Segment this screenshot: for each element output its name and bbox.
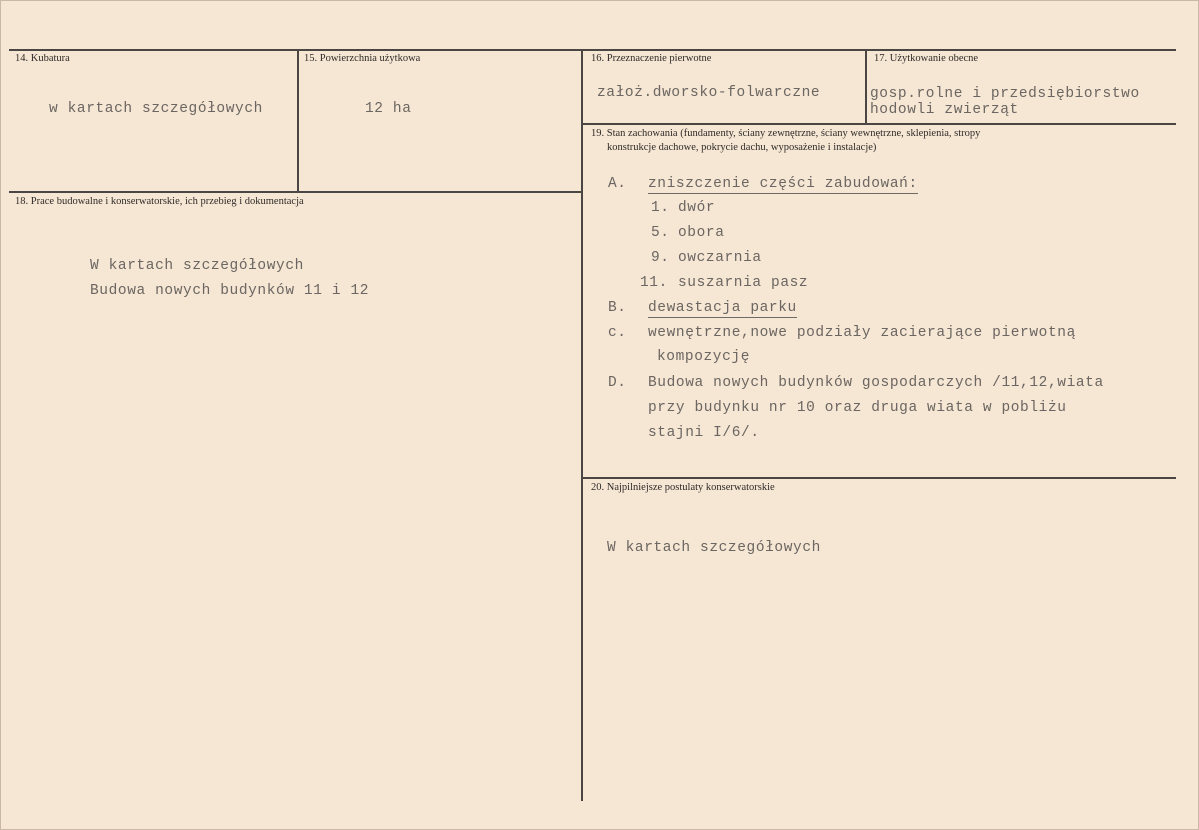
field-19-label-line-1: 19. Stan zachowania (fundamenty, ściany zewnętrzne, ściany wewnętrzne, sklepienia, stropy — [591, 128, 981, 139]
rule-below-14-15 — [9, 191, 582, 193]
field-17-label: 17. Użytkowanie obecne — [874, 53, 979, 64]
section-c-line-1: wewnętrzne,nowe podziały zacierające pierwotną — [648, 325, 1076, 341]
field-15-value: 12 ha — [365, 101, 412, 117]
divider-14-15 — [297, 49, 299, 192]
field-14-label: 14. Kubatura — [15, 53, 70, 64]
item-5-name: obora — [678, 225, 725, 241]
field-20-value: W kartach szczegółowych — [607, 540, 821, 556]
field-18-line-2: Budowa nowych budynków 11 i 12 — [90, 283, 370, 299]
section-d-marker: D. — [608, 375, 627, 391]
field-15-label: 15. Powierzchnia użytkowa — [304, 53, 421, 64]
field-20-label: 20. Najpilniejsze postulaty konserwatorskie — [591, 482, 775, 493]
section-b-marker: B. — [608, 300, 627, 316]
rule-below-16-17 — [582, 123, 1176, 125]
item-9-name: owczarnia — [678, 250, 762, 266]
field-16-label: 16. Przeznaczenie pierwotne — [591, 53, 712, 64]
top-rule — [9, 49, 1176, 51]
section-b-text: dewastacja parku — [648, 300, 797, 316]
field-14-value: w kartach szczegółowych — [49, 101, 263, 117]
item-11-name: suszarnia pasz — [678, 275, 809, 291]
rule-below-19 — [582, 477, 1176, 479]
section-a-text: zniszczenie części zabudowań: — [648, 176, 918, 192]
section-a-marker: A. — [608, 176, 627, 192]
field-16-value: założ.dworsko-folwarczne — [597, 85, 821, 101]
field-17-line-2: hodowli zwierząt — [870, 102, 1019, 118]
item-5-num: 5. — [651, 225, 670, 241]
section-c-line-2: kompozycję — [657, 349, 751, 365]
section-d-line-3: stajni I/6/. — [648, 425, 760, 441]
item-1-num: 1. — [651, 200, 670, 216]
section-c-marker: c. — [608, 325, 627, 341]
field-18-line-1: W kartach szczegółowych — [90, 258, 304, 274]
section-d-line-2: przy budynku nr 10 oraz druga wiata w pobliżu — [648, 400, 1067, 416]
center-divider — [581, 49, 583, 801]
section-d-line-1: Budowa nowych budynków gospodarczych /11,12,wiata — [648, 375, 1104, 391]
item-9-num: 9. — [651, 250, 670, 266]
field-17-line-1: gosp.rolne i przedsiębiorstwo — [870, 86, 1140, 102]
field-18-label: 18. Prace budowalne i konserwatorskie, ich przebieg i dokumentacja — [15, 196, 304, 207]
item-1-name: dwór — [678, 200, 716, 216]
field-19-label-line-2: konstrukcje dachowe, pokrycie dachu, wyposażenie i instalacje) — [607, 142, 877, 153]
item-11-num: 11. — [640, 275, 668, 291]
divider-16-17 — [865, 49, 867, 123]
